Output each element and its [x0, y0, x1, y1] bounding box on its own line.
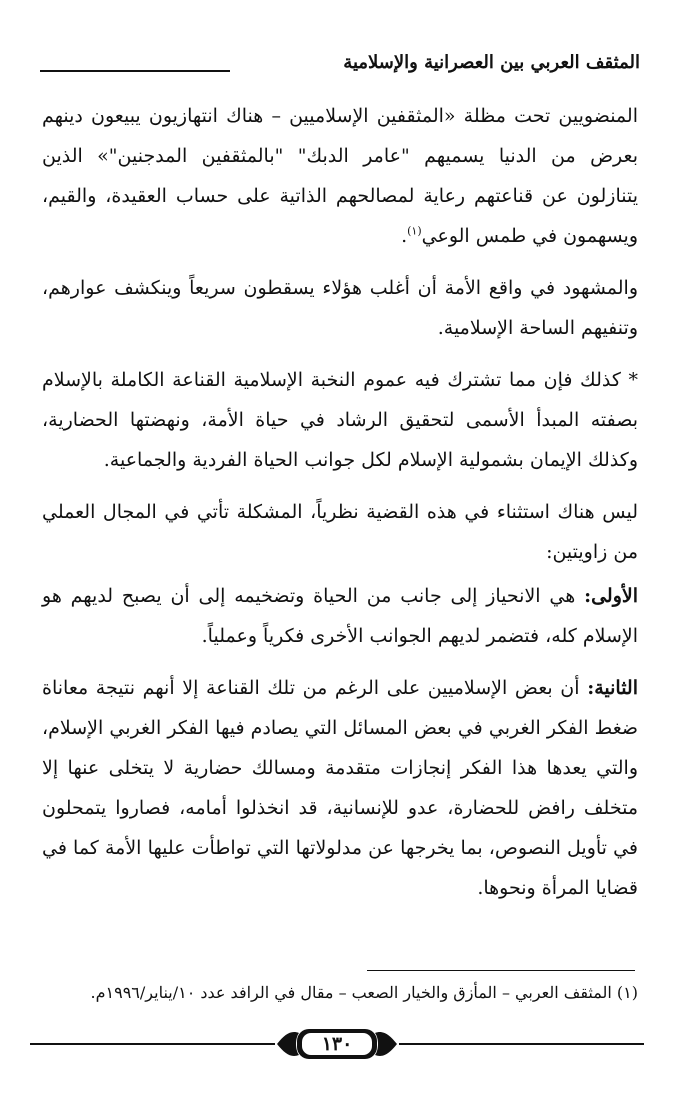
paragraph-end: . [401, 225, 408, 247]
paragraph-text: أن بعض الإسلاميين على الرغم من تلك القناعة إلا أنهم نتيجة معاناة ضغط الفكر الغربي في بعض المسائل التي يصادم فيها الفكر الغربي الإسلام، والتي يعدها هذا الفكر إنجازات متقدمة ومسالك حضارية لا يتخلى عنها إلا متخلف رافض للحضارة، عدو للإنسانية، قد انخذلوا أمامه، فصاروا يتمحلون في تأويل النصوص، بما يخرجها عن مدلولاتها التي تواطأت عليها الأمة كما في قضايا المرأة ونحوها. [42, 677, 638, 899]
page-footer [30, 1022, 644, 1066]
paragraph-text: المنضويين تحت مظلة «المثقفين الإسلاميين – هناك انتهازيون يبيعون دينهم بعرض من الدنيا يسميهم "عامر الدبك" "بالمثقفين المدجنين"» الذين يتنازلون عن قناعتهم رعاية لمصالحهم الذاتية على حساب العقيدة، والقيم، ويسهمون في طمس الوعي [42, 105, 638, 247]
paragraph: ليس هناك استثناء في هذه القضية نظرياً، المشكلة تأتي في المجال العملي من زاويتين: [42, 501, 638, 563]
footnote: (١) المثقف العربي – المأزق والخيار الصعب – مقال في الرافد عدد ١٠/يناير/١٩٩٦م. [90, 983, 638, 1002]
running-header [40, 52, 640, 86]
footnote-rule [367, 970, 635, 971]
footer-rule-right [399, 1043, 644, 1045]
paragraph-text: هي الانحياز إلى جانب من الحياة وتضخيمه إلى أن يصبح لديهم هو الإسلام كله، فتضمر لديهم الجوانب الأخرى فكرياً وعملياً. [42, 585, 638, 647]
point-label: الثانية: [587, 677, 638, 699]
paragraph: * كذلك فإن مما تشترك فيه عموم النخبة الإسلامية القناعة الكاملة بالإسلام بصفته المبدأ الأسمى لتحقيق الرشاد في حياة الأمة، ونهضتها الحضارية، وكذلك الإيمان بشمولية الإسلام لكل جوانب الحياة الفردية والجماعية. [42, 369, 638, 471]
paragraph [42, 96, 638, 256]
paragraph [42, 668, 638, 908]
paragraph: والمشهود في واقع الأمة أن أغلب هؤلاء يسقطون سريعاً وينكشف عوارهم، وتنفيهم الساحة الإسلامية. [42, 277, 638, 339]
header-rule [40, 70, 230, 72]
point-label: الأولى: [584, 585, 638, 607]
running-header-title: المثقف العربي بين العصرانية والإسلامية [343, 52, 640, 73]
paragraph [42, 576, 638, 656]
footer-rule-left [30, 1043, 275, 1045]
page-number: ١٣٠ [321, 1033, 353, 1055]
body-text [42, 96, 638, 920]
footnote-reference: (١) [407, 224, 422, 238]
